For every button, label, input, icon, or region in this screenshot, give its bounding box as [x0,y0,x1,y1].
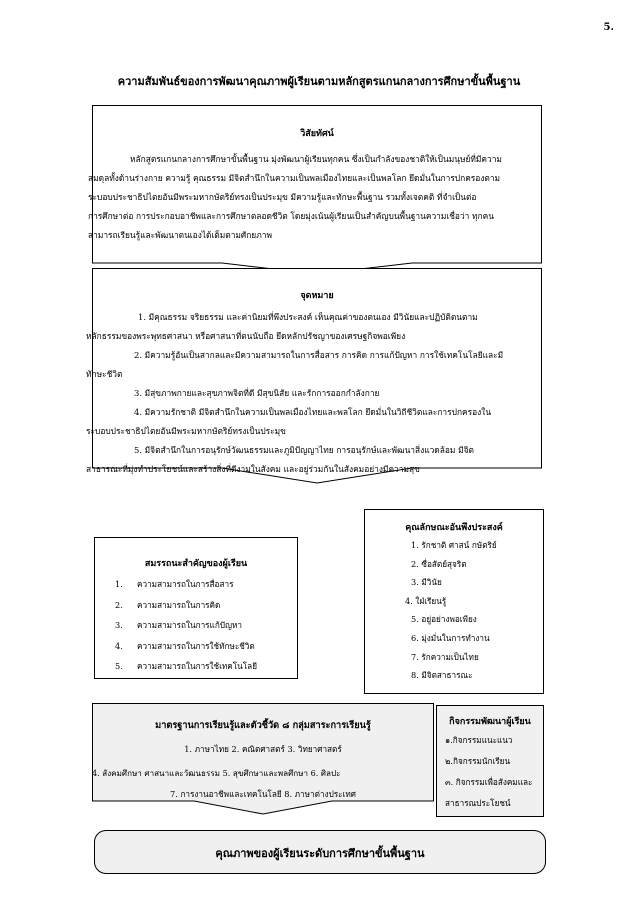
list-item: 3. มีวินัย [411,577,442,588]
list-item: 1. ความสามารถในการสื่อสาร [115,579,234,589]
list-item: 5. ความสามารถในการใช้เทคโนโลยี [115,661,257,671]
standards-heading: มาตรฐานการเรียนรู้และตัวชี้วัด ๘ กลุ่มสาระการเรียนรู้ [155,720,371,731]
vision-heading: วิสัยทัศน์ [300,129,334,139]
list-item: สาธารณประโยชน์ [445,798,511,808]
vision-line-5: สามารถเรียนรู้และพัฒนาตนเองได้เต็มตามศักยภาพ [88,230,272,240]
list-item: 4. ใฝ่เรียนรู้ [405,595,447,606]
goal-line-4: ทักษะชีวิต [86,369,123,379]
list-item: 1. รักชาติ ศาสน์ กษัตริย์ [411,540,497,550]
competencies-list [95,574,297,677]
list-item: ๒.กิจกรรมนักเรียน [445,756,511,766]
goal-line-3: 2. มีความรู้อันเป็นสากลและมีความสามารถในการสื่อสาร การคิด การแก้ปัญหา การใช้เทคโนโลยีและมี [134,350,504,360]
goal-line-2: หลักธรรมของพระพุทธศาสนา หรือศาสนาที่ตนนับถือ ยึดหลักปรัชญาของเศรษฐกิจพอเพียง [86,331,406,341]
goal-line-9: สาธารณะที่มุ่งทำประโยชน์และสร้างสิ่งที่ดีงามในสังคม และอยู่ร่วมกันในสังคมอย่างมีความสุข [86,464,420,474]
activities-box [436,705,544,817]
competencies-heading: สมรรถนะสำคัญของผู้เรียน [144,559,248,569]
goal-line-7: ระบอบประชาธิปไตยอันมีพระมหากษัตริย์ทรงเป็นประมุข [86,426,286,436]
characteristics-list [365,536,543,685]
list-item: 7. รักความเป็นไทย [411,651,479,662]
list-item: ๓. กิจกรรมเพื่อสังคมและ [445,777,533,787]
goals-heading: จุดหมาย [300,291,334,301]
characteristics-box [364,509,544,694]
list-item: 4. ความสามารถในการใช้ทักษะชีวิต [115,640,255,651]
vision-line-3: ระบอบประชาธิปไตยอันมีพระมหากษัตริย์ทรงเป็นประมุข มีความรู้และทักษะพื้นฐาน รวมทั้งเจตคติ ที่จำเป็นต่อ [88,192,477,202]
goal-line-1: 1. มีคุณธรรม จริยธรรม และค่านิยมที่พึงประสงค์ เห็นคุณค่าของตนเอง มีวินัยและปฏิบัติตนตาม [138,312,478,322]
page-number: 5. [603,22,614,33]
vision-line-1: หลักสูตรแกนกลางการศึกษาขั้นพื้นฐาน มุ่งพัฒนาผู้เรียนทุกคน ซึ่งเป็นกำลังของชาติให้เป็นมนุษย์ที่มีความ [130,154,502,164]
activities-heading: กิจกรรมพัฒนาผู้เรียน [449,717,531,727]
competencies-box [94,537,298,679]
list-item: 8. มีจิตสาธารณะ [411,670,473,681]
list-item: 5. อยู่อย่างพอเพียง [411,614,477,625]
list-item: 3. ความสามารถในการแก้ปัญหา [115,620,242,630]
list-item: ๑.กิจกรรมแนะแนว [445,735,513,745]
standards-line-2: 4. สังคมศึกษา ศาสนาและวัฒนธรรม 5. สุขศึกษาและพลศึกษา 6. ศิลปะ [92,768,341,778]
quality-heading: คุณภาพของผู้เรียนระดับการศึกษาขั้นพื้นฐาน [215,847,425,860]
goal-line-5: 3. มีสุขภาพกายและสุขภาพจิตที่ดี มีสุขนิสัย และรักการออกกำลังกาย [134,388,380,398]
quality-box [94,830,546,874]
goal-line-8: 5. มีจิตสำนึกในการอนุรักษ์วัฒนธรรมและภูมิปัญญาไทย การอนุรักษ์และพัฒนาสิ่งแวดล้อม มีจิต [134,445,474,455]
list-item: 2. ซื่อสัตย์สุจริต [411,558,467,569]
activities-list [437,730,543,814]
standards-line-1: 1. ภาษาไทย 2. คณิตศาสตร์ 3. วิทยาศาสตร์ [184,744,342,754]
page-title: ความสัมพันธ์ของการพัฒนาคุณภาพผู้เรียนตามหลักสูตรแกนกลางการศึกษาขั้นพื้นฐาน [117,75,521,88]
vision-line-2: สมดุลทั้งด้านร่างกาย ความรู้ คุณธรรม มีจิตสำนึกในความเป็นพลเมืองไทยและเป็นพลโลก ยึดมั่นในการปกครองตาม [88,173,501,183]
characteristics-heading: คุณลักษณะอันพึงประสงค์ [405,523,503,533]
goal-line-6: 4. มีความรักชาติ มีจิตสำนึกในความเป็นพลเมืองไทยและพลโลก ยึดมั่นในวิถีชีวิตและการปกครองใน [134,407,492,417]
list-item: 6. มุ่งมั่นในการทำงาน [411,632,490,643]
list-item: 2. ความสามารถในการคิด [115,599,221,610]
standards-line-3: 7. การงานอาชีพและเทคโนโลยี 8. ภาษาต่างประเทศ [170,789,356,799]
vision-line-4: การศึกษาต่อ การประกอบอาชีพและการศึกษาตลอดชีวิต โดยมุ่งเน้นผู้เรียนเป็นสำคัญบนพื้นฐานความเชื่อว่า ทุกคน [88,211,494,221]
